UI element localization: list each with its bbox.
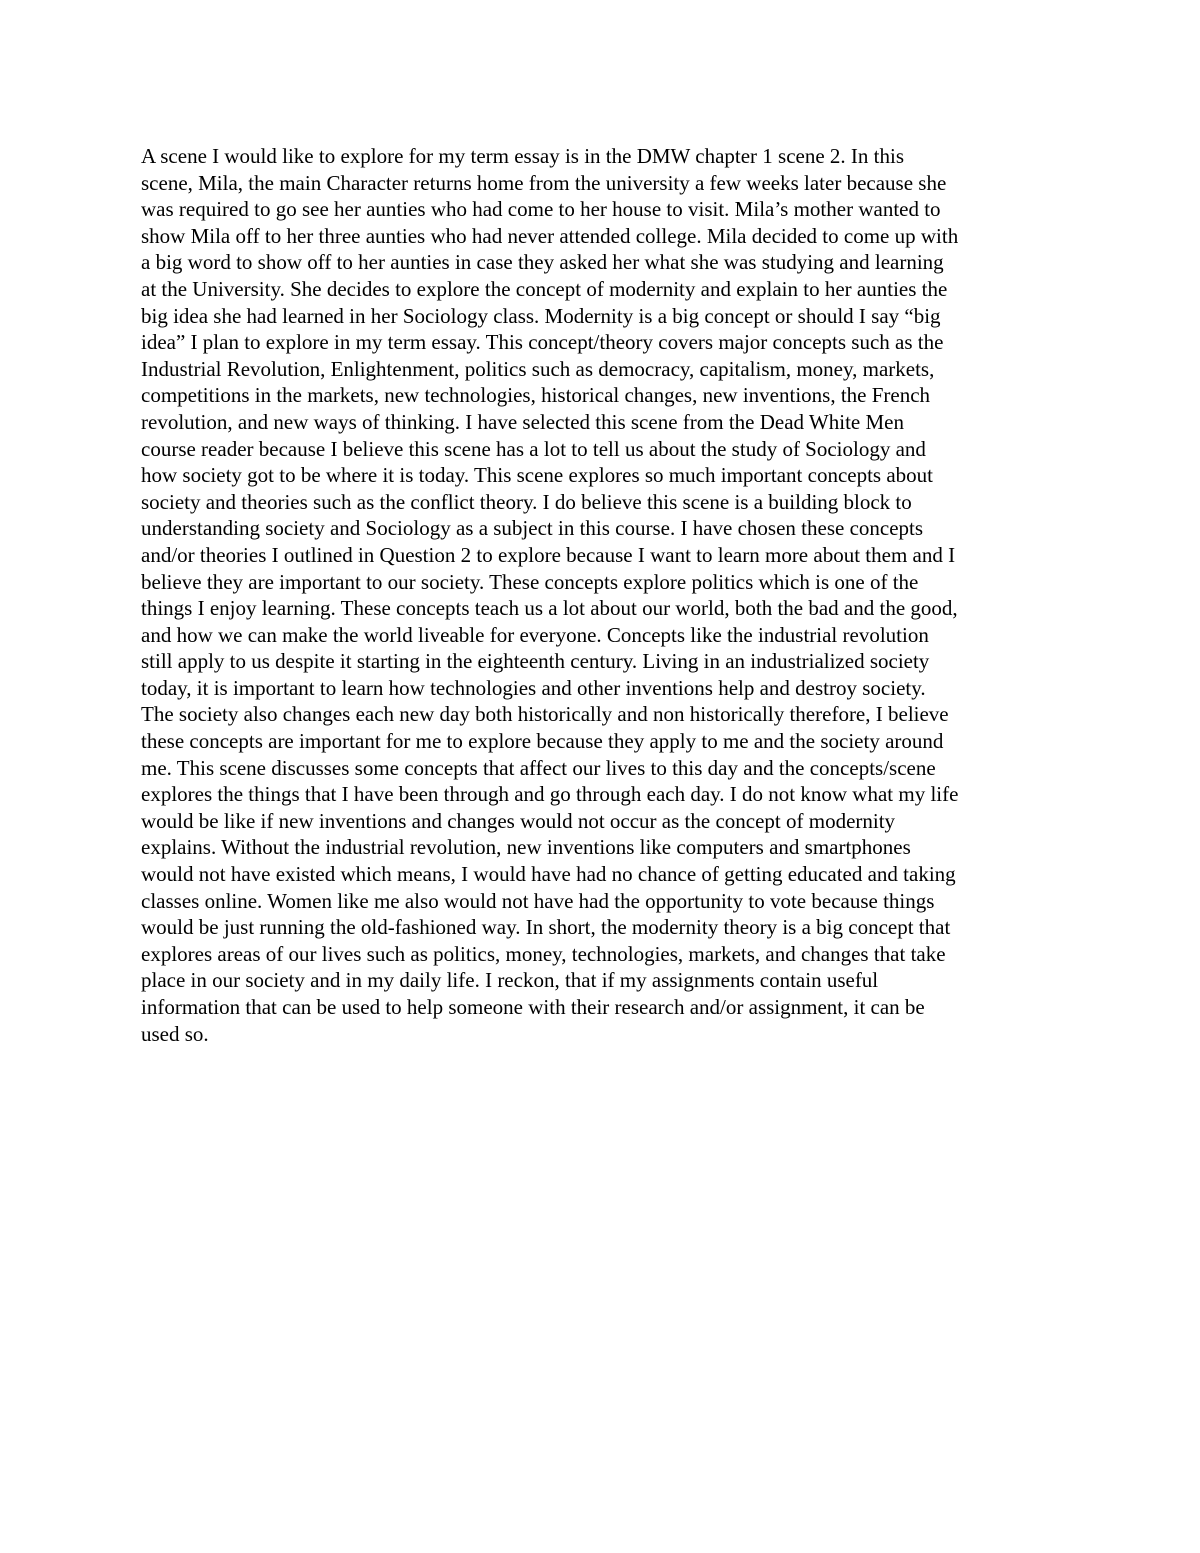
text-line: things I enjoy learning. These concepts teach us a lot about our world, both the bad and the good, xyxy=(141,596,958,621)
text-line: would not have existed which means, I would have had no chance of getting educated and taking xyxy=(141,862,956,887)
text-line: would be just running the old-fashioned way. In short, the modernity theory is a big concept that xyxy=(141,915,951,940)
text-line: how society got to be where it is today. This scene explores so much important concepts about xyxy=(141,463,933,488)
text-line: place in our society and in my daily life. I reckon, that if my assignments contain useful xyxy=(141,968,879,993)
text-line: today, it is important to learn how technologies and other inventions help and destroy society. xyxy=(141,675,926,700)
essay-paragraph xyxy=(141,143,1081,1047)
text-line: explains. Without the industrial revolution, new inventions like computers and smartphones xyxy=(141,835,911,860)
text-line: classes online. Women like me also would not have had the opportunity to vote because things xyxy=(141,888,935,913)
text-line: big idea she had learned in her Sociology class. Modernity is a big concept or should I say “big xyxy=(141,303,941,328)
text-line: and how we can make the world liveable for everyone. Concepts like the industrial revolution xyxy=(141,622,929,647)
text-line: explores the things that I have been through and go through each day. I do not know what my life xyxy=(141,782,959,807)
text-line: show Mila off to her three aunties who had never attended college. Mila decided to come up with xyxy=(141,223,959,248)
text-line: these concepts are important for me to explore because they apply to me and the society around xyxy=(141,729,944,754)
text-line: still apply to us despite it starting in the eighteenth century. Living in an industrialized society xyxy=(141,649,930,674)
text-line: Industrial Revolution, Enlightenment, politics such as democracy, capitalism, money, markets, xyxy=(141,356,935,381)
text-line: used so. xyxy=(141,1021,209,1046)
text-line: me. This scene discusses some concepts that affect our lives to this day and the concepts/scene xyxy=(141,755,936,780)
text-line: at the University. She decides to explore the concept of modernity and explain to her aunties the xyxy=(141,276,948,301)
text-line: scene, Mila, the main Character returns home from the university a few weeks later because she xyxy=(141,170,947,195)
text-line: and/or theories I outlined in Question 2 to explore because I want to learn more about them and I xyxy=(141,542,956,567)
text-line: was required to go see her aunties who had come to her house to visit. Mila’s mother wanted to xyxy=(141,197,941,222)
text-line: a big word to show off to her aunties in case they asked her what she was studying and learning xyxy=(141,250,944,275)
text-line: information that can be used to help someone with their research and/or assignment, it can be xyxy=(141,995,925,1019)
text-line: explores areas of our lives such as politics, money, technologies, markets, and changes that take xyxy=(141,941,946,966)
text-line: course reader because I believe this scene has a lot to tell us about the study of Sociology and xyxy=(141,436,926,461)
text-line: society and theories such as the conflict theory. I do believe this scene is a building block to xyxy=(141,489,912,514)
text-line: competitions in the markets, new technologies, historical changes, new inventions, the French xyxy=(141,383,931,408)
text-line: understanding society and Sociology as a subject in this course. I have chosen these concepts xyxy=(141,516,924,541)
text-line: revolution, and new ways of thinking. I have selected this scene from the Dead White Men xyxy=(141,409,904,434)
text-line: A scene I would like to explore for my term essay is in the DMW chapter 1 scene 2. In this xyxy=(141,144,905,168)
text-line: idea” I plan to explore in my term essay. This concept/theory covers major concepts such as the xyxy=(141,330,944,355)
text-line: would be like if new inventions and changes would not occur as the concept of modernity xyxy=(141,808,896,833)
text-line: The society also changes each new day both historically and non historically therefore, I believe xyxy=(141,702,949,727)
text-line: believe they are important to our society. These concepts explore politics which is one of the xyxy=(141,569,919,594)
